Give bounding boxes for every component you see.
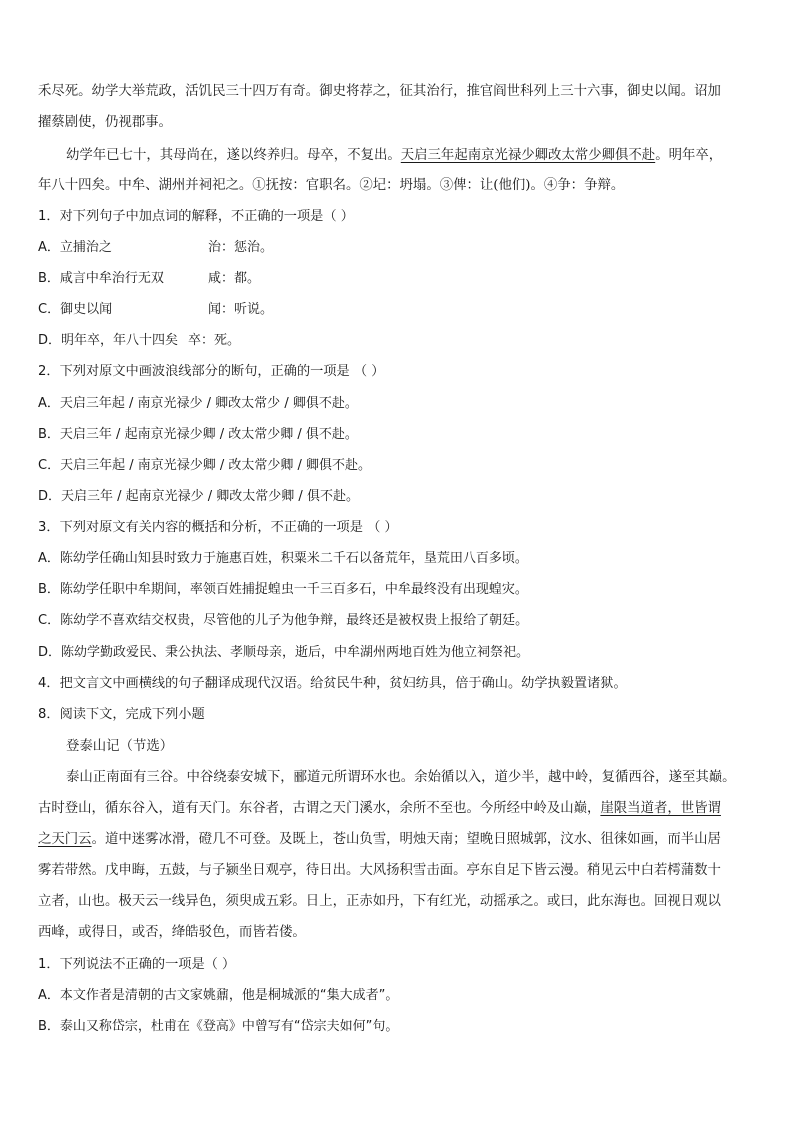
option-a: A．本文作者是清朝的古文家姚鼐，他是桐城派的“集大成者”。: [38, 988, 399, 1003]
passage-line: 禾尽死。幼学大举荒政，活饥民三十四万有奇。御史将荐之，征其治行，推官阎世科列上三十六事，御史以闻。诏加: [38, 84, 721, 99]
option-a: [38, 239, 756, 257]
passage-line: [38, 800, 756, 818]
passage-line: 雾若带然。戊申晦，五鼓，与子颍坐日观亭，待日出。大风扬积雪击面。亭东自足下皆云漫。稍见云中白若樗蒲数十: [38, 863, 721, 878]
passage-title: 登泰山记（节选）: [66, 739, 174, 754]
option-d: [38, 332, 756, 350]
passage-text: 。道中迷雾冰滑，磴几不可登。及既上，苍山负雪，明烛天南；望晚日照城郭，汶水、徂徕如画，而半山居: [91, 832, 721, 847]
option-c: [38, 301, 756, 319]
option-c: C．陈幼学不喜欢结交权贵，尽管他的儿子为他争辩，最终还是被权贵上报给了朝廷。: [38, 613, 529, 628]
question-stem: 2．下列对原文中画波浪线部分的断句，正确的一项是 （ ）: [38, 364, 385, 379]
question-stem: 1．对下列句子中加点词的解释，不正确的一项是（ ）: [38, 209, 354, 224]
option-b: [38, 270, 756, 288]
option-d: D．天启三年 / 起南京光禄少 / 卿改太常少卿 / 俱不赴。: [38, 489, 359, 504]
option-a: A．陈幼学任确山知县时致力于施惠百姓，积粟米二千石以备荒年，垦荒田八百多顷。: [38, 551, 528, 566]
underlined-sentence: 崖限当道者，世皆谓: [600, 801, 721, 816]
passage-line: 立者，山也。极天云一线异色，须臾成五彩。日上，正赤如丹，下有红光，动摇承之。或曰，此东海也。回视日观以: [38, 894, 721, 909]
option-gloss: 咸：都。: [208, 271, 261, 286]
passage-text: 古时登山，循东谷入，道有天门。东谷者，古谓之天门溪水，余所不至也。今所经中岭及山巅，: [38, 801, 601, 816]
option-label: C．御史以闻: [38, 302, 113, 317]
option-label: B．咸言中牟治行无双: [38, 271, 164, 286]
option-c: C．天启三年起 / 南京光禄少卿 / 改太常少卿 / 卿俱不赴。: [38, 458, 372, 473]
option-b: B．陈幼学任职中牟期间，率领百姓捕捉蝗虫一千三百多石，中牟最终没有出现蝗灾。: [38, 582, 528, 597]
option-b: B．泰山又称岱宗，杜甫在《登高》中曾写有“岱宗夫如何”句。: [38, 1019, 399, 1034]
question-stem: 3．下列对原文有关内容的概括和分析，不正确的一项是 （ ）: [38, 520, 398, 535]
option-label: D．明年卒，年八十四矣: [38, 333, 179, 348]
passage-text: 幼学年已七十，其母尚在，遂以终养归。母卒，不复出。: [66, 148, 401, 163]
option-b: B．天启三年 / 起南京光禄少卿 / 改太常少卿 / 俱不赴。: [38, 427, 358, 442]
option-gloss: 治：惩治。: [208, 240, 274, 255]
section-heading: 8．阅读下文，完成下列小题: [38, 707, 205, 722]
option-a: A．天启三年起 / 南京光禄少 / 卿改太常少 / 卿俱不赴。: [38, 396, 358, 411]
passage-line: 西峰，或得日，或否，绛皓驳色，而皆若偻。: [38, 925, 306, 940]
underlined-sentence: 之天门云: [38, 832, 92, 847]
passage-line: [38, 831, 756, 849]
option-d: D．陈幼学勤政爱民、秉公执法、孝顺母亲，逝后，中牟湖州两地百姓为他立祠祭祀。: [38, 645, 530, 660]
passage-text: 。明年卒，: [655, 148, 723, 163]
option-gloss: 闻：听说。: [208, 302, 274, 317]
wavy-underlined-sentence: 天启三年起南京光禄少卿改太常少卿俱不赴: [400, 148, 656, 163]
option-gloss: 卒：死。: [188, 333, 241, 348]
option-label: A．立捕治之: [38, 240, 112, 255]
passage-line: 擢蔡剧使，仍视郡事。: [38, 115, 172, 130]
passage-line: 泰山正南面有三谷。中谷绕泰安城下，郦道元所谓环水也。余始循以入，道少半，越中岭，复循西谷，遂至其巅。: [66, 770, 736, 785]
annotation-line: 年八十四矣。中牟、湖州并祠祀之。①抚按：官职名。②圮：坍塌。③俾：让(他们)。④争：争辩。: [38, 178, 625, 193]
passage-line: [66, 147, 756, 165]
question-stem: 1．下列说法不正确的一项是（ ）: [38, 957, 236, 972]
question-stem: 4．把文言文中画横线的句子翻译成现代汉语。给贫民牛种，贫妇纺具，倍于确山。幼学执毅置诸狱。: [38, 676, 627, 691]
